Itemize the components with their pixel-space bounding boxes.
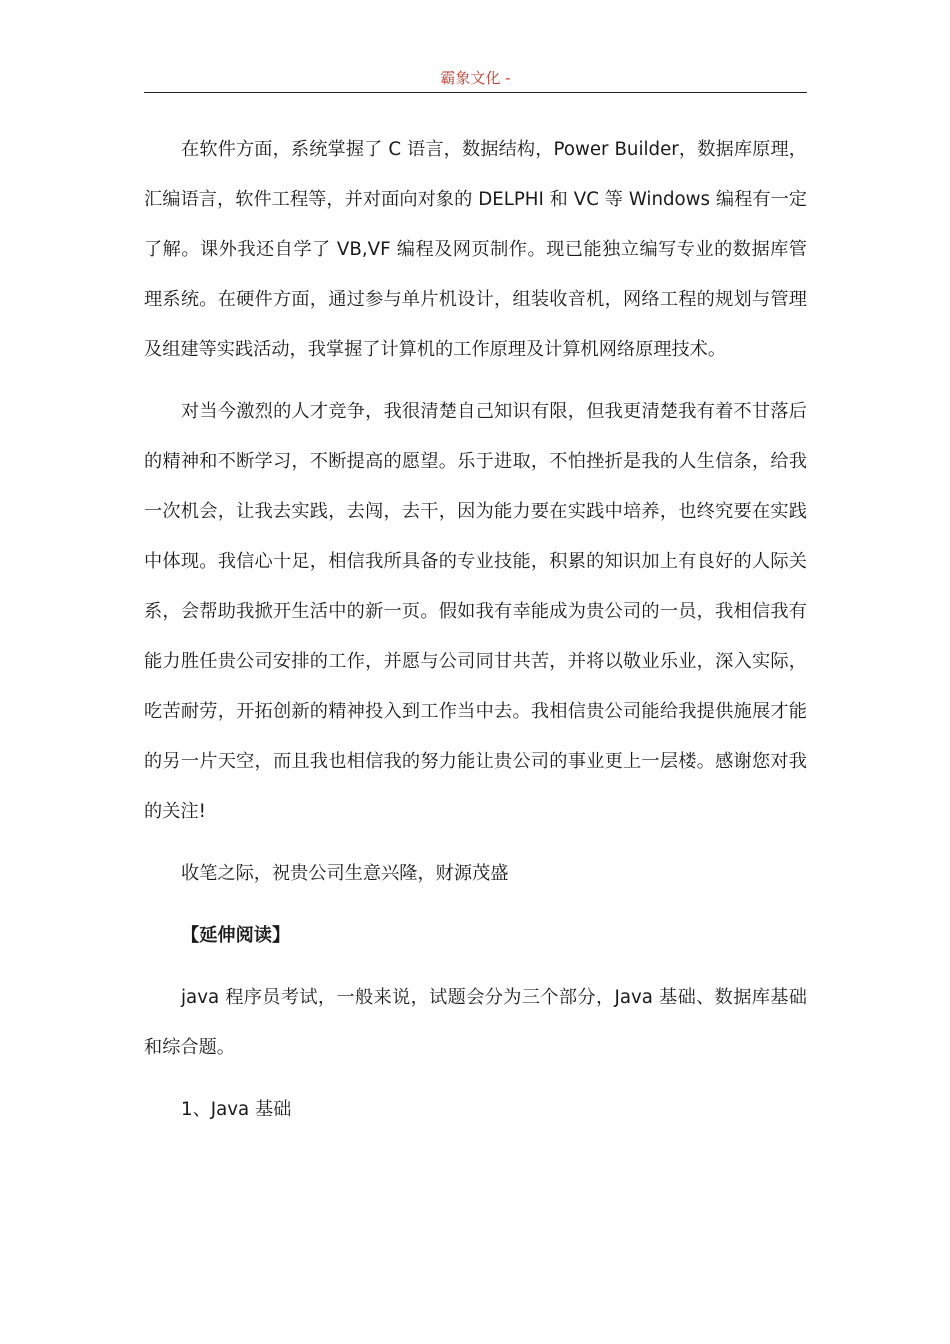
document-body bbox=[144, 125, 807, 1135]
paragraph-closing: 收笔之际，祝贵公司生意兴隆，财源茂盛 bbox=[181, 863, 509, 884]
section-heading-extended-reading: 【延伸阅读】 bbox=[181, 925, 291, 946]
paragraph-software-skills: 在软件方面，系统掌握了 C 语言，数据结构，Power Builder，数据库原理，汇编语言，软件工程等，并对面向对象的 DELPHI 和 VC 等 Windows 编程有一定了解。课外我还自学了 VB,VF 编程及网页制作。现已能独立编写专业的数据库管理系统。在硬件方面，通过参与单片机设计，组装收音机，网络工程的规划与管理及组建等实践活动，我掌握了计算机的工作原理及计算机网络原理技术。 bbox=[144, 139, 807, 360]
paragraph-java-exam: java 程序员考试，一般来说，试题会分为三个部分，Java 基础、数据库基础和综合题。 bbox=[144, 987, 807, 1058]
header-title: 霸象文化 - bbox=[440, 69, 511, 87]
page-header bbox=[144, 66, 807, 93]
paragraph-competition: 对当今激烈的人才竞争，我很清楚自己知识有限，但我更清楚我有着不甘落后的精神和不断学习，不断提高的愿望。乐于进取，不怕挫折是我的人生信条，给我一次机会，让我去实践，去闯，去干，因为能力要在实践中培养，也终究要在实践中体现。我信心十足，相信我所具备的专业技能，积累的知识加上有良好的人际关系，会帮助我掀开生活中的新一页。假如我有幸能成为贵公司的一员，我相信我有能力胜任贵公司安排的工作，并愿与公司同甘共苦，并将以敬业乐业，深入实际，吃苦耐劳，开拓创新的精神投入到工作当中去。我相信贵公司能给我提供施展才能的另一片天空，而且我也相信我的努力能让贵公司的事业更上一层楼。感谢您对我的关注! bbox=[144, 401, 807, 822]
paragraph-java-basics: 1、Java 基础 bbox=[181, 1099, 292, 1120]
